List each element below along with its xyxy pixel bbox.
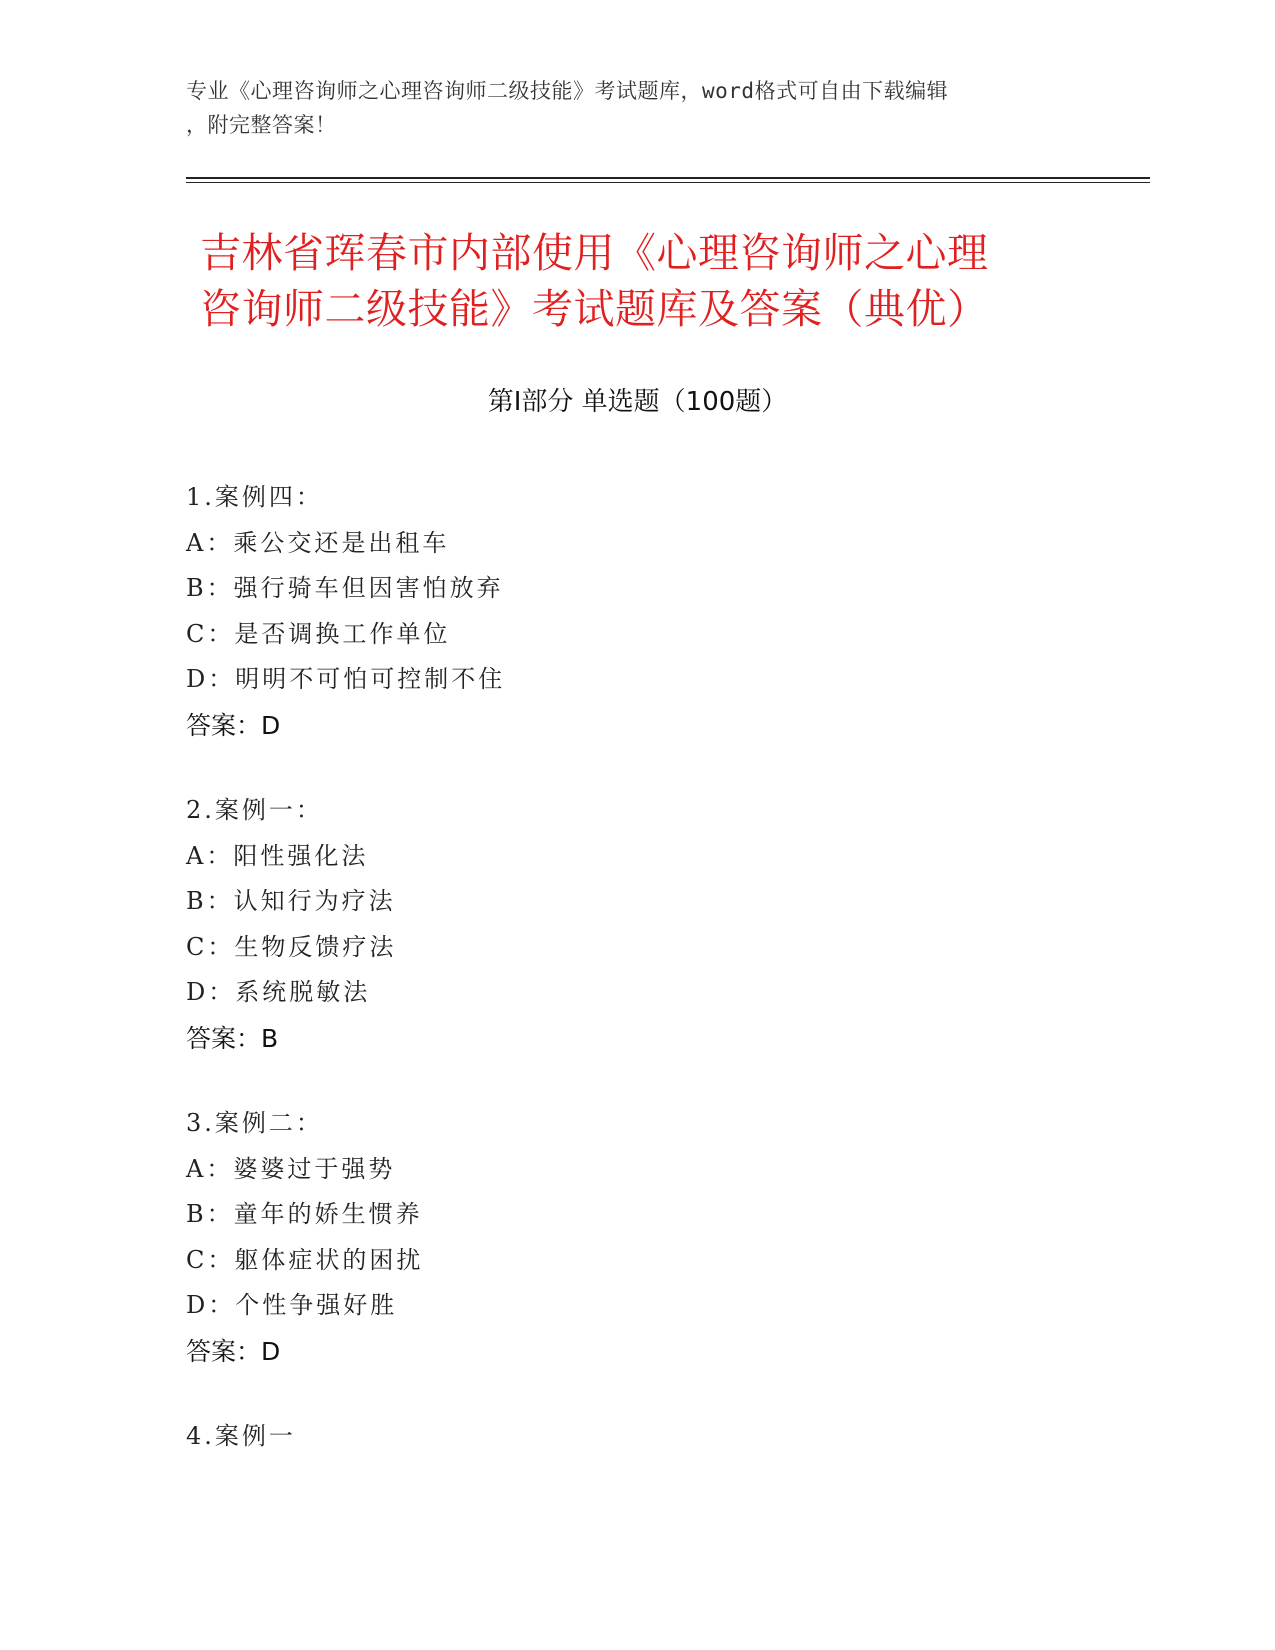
option-c: C：生物反馈疗法 — [186, 932, 397, 961]
header-note-line-1: 专业《心理咨询师之心理咨询师二级技能》考试题库，word格式可自由下载编辑 — [186, 79, 949, 103]
option-c: C：是否调换工作单位 — [186, 619, 451, 648]
question-3 — [186, 1101, 1086, 1374]
option-a: A：婆婆过于强势 — [186, 1154, 396, 1183]
option-d: D：个性争强好胜 — [186, 1291, 398, 1319]
question-4 — [186, 1414, 1086, 1460]
option-d: D：明明不可怕可控制不住 — [186, 665, 506, 693]
header-note — [186, 74, 1066, 142]
question-stem: 1.案例四： — [186, 483, 323, 511]
question-stem: 2.案例一： — [186, 796, 323, 824]
option-a: A：阳性强化法 — [186, 841, 369, 870]
document-title-line-2: 咨询师二级技能》考试题库及答案（典优） — [200, 285, 989, 333]
option-c: C：躯体症状的困扰 — [186, 1245, 424, 1274]
option-b: B：童年的娇生惯养 — [186, 1200, 423, 1228]
answer: 答案：D — [186, 1336, 281, 1366]
option-b: B：认知行为疗法 — [186, 887, 396, 915]
header-divider-thin — [186, 182, 1150, 183]
header-divider-thick — [186, 177, 1150, 179]
question-stem: 4.案例一 — [186, 1422, 296, 1450]
option-d: D：系统脱敏法 — [186, 978, 371, 1006]
question-stem: 3.案例二： — [186, 1109, 323, 1137]
option-a: A：乘公交还是出租车 — [186, 528, 450, 557]
document-title-line-1: 吉林省珲春市内部使用《心理咨询师之心理 — [200, 229, 989, 277]
question-list — [186, 475, 1086, 1500]
option-b: B：强行骑车但因害怕放弃 — [186, 574, 504, 602]
section-heading: 第Ⅰ部分 单选题（100题） — [487, 387, 788, 417]
document-title — [200, 225, 1100, 337]
question-2 — [186, 788, 1086, 1061]
header-note-line-2: ，附完整答案！ — [186, 113, 337, 137]
answer: 答案：D — [186, 710, 281, 740]
question-1 — [186, 475, 1086, 748]
answer: 答案：B — [186, 1023, 279, 1053]
